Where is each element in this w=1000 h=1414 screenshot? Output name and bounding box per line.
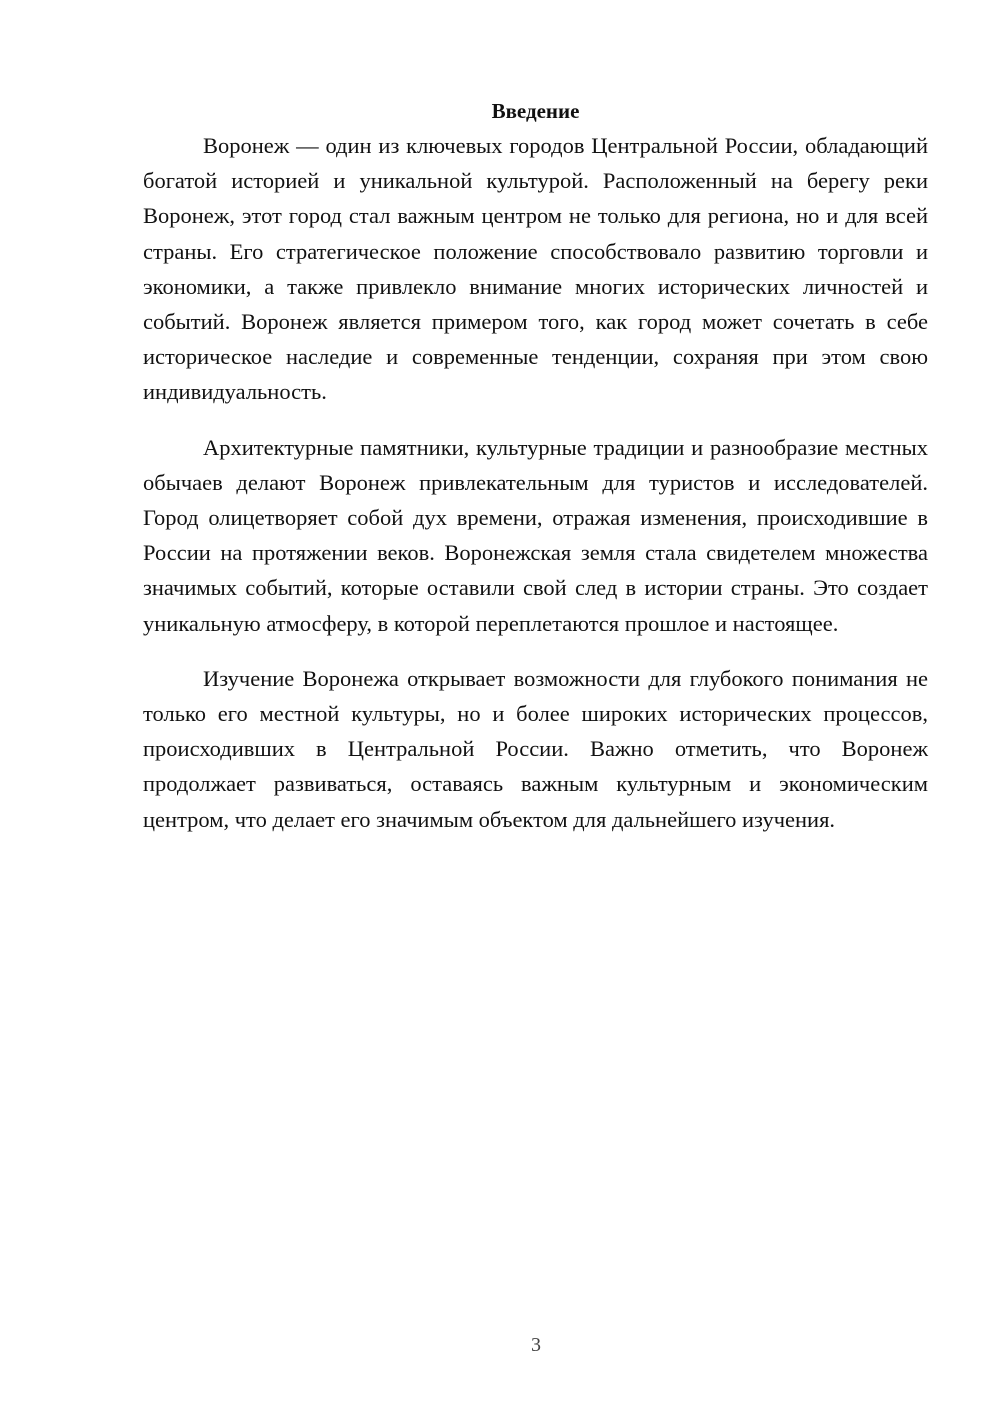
paragraph-1: Воронеж — один из ключевых городов Центральной России, обладающий богатой историей и уникальной культурой. Расположенный на берегу реки Воронеж, этот город стал важным центром не только для региона, но и для всей страны. Его стратегическое положение способствовало развитию торговли и экономики, а также привлекло внимание многих исторических личностей и событий. Воронеж является примером того, как город может сочетать в себе историческое наследие и современные тенденции, сохраняя при этом свою индивидуальность. [143,133,928,405]
page-number: 3 [531,1334,541,1356]
paragraph-2: Архитектурные памятники, культурные традиции и разнообразие местных обычаев делают Воронеж привлекательным для туристов и исследователей. Город олицетворяет собой дух времени, отражая изменения, происходившие в России на протяжении веков. Воронежская земля стала свидетелем множества значимых событий, которые оставили свой след в истории страны. Это создает уникальную атмосферу, в которой переплетаются прошлое и настоящее. [143,434,928,636]
paragraph-3: Изучение Воронежа открывает возможности для глубокого понимания не только его местной культуры, но и более широких исторических процессов, происходивших в Центральной России. Важно отметить, что Воронеж продолжает развиваться, оставаясь важным культурным и экономическим центром, что делает его значимым объектом для дальнейшего изучения. [143,665,928,832]
section-heading: Введение [491,99,580,123]
page-content [143,96,928,857]
